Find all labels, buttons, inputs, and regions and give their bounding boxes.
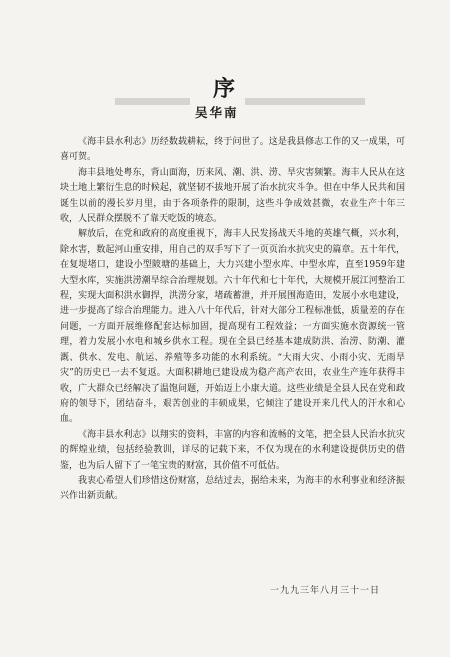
paragraph: 解放后，在党和政府的高度重视下，海丰人民发扬战天斗地的英雄气概，兴水利，除水害，数起河山重安排，用自己的双手写下了一页页治水抗灾史的篇章。五十年代，在复堤堵口，建设小型陂塘的基础上，大力兴建小型水库、中型水库，直至1959年建大型水库，实施洪涝潮旱综合治理规划。六十年代和七十年代，大规模开展江河整治工程，实现大面积洪水御捍，洪涝分家，堵疏蓄泄，并开展围海造田，发展小水电建设，进一步提高了综合治理能力。进入八十年代后，针对大部分工程标准低，质量差的存在问题，一方面开展维修配套达标加固，提高现有工程效益；一方面实施水资源统一管理，着力发展小水电和城乡供水工程。现在全县已经基本建成防洪、治涝、防潮、灌溉、供水、发电、航运、养殖等多功能的水利系统。“大雨大灾、小雨小灾、无雨旱灾”的历史已一去不复返。大面积耕地已建设成为稳产高产农田，农业生产连年获得丰收，广大群众已经解决了温饱问题，开始迈上小康大道。这些业绩是全县人民在党和政府的领导下，团结奋斗，艰苦创业的丰硕成果，它倾注了建设开来几代人的汗水和心血。 <box>60 229 405 425</box>
author-name: 吴华南 <box>195 105 239 120</box>
signature-date: 一九九三年八月三十一日 <box>269 586 380 596</box>
paragraph: 《海丰县水利志》历经数载耕耘，终于问世了。这是我县修志工作的又一成果，可喜可贺。 <box>60 137 405 163</box>
paragraph: 我衷心希望人们珍惜这份财富，总结过去，据给未来，为海丰的水利事业和经济振兴作出新贡献。 <box>60 475 405 502</box>
paragraph: 《海丰县水利志》以翔实的资料，丰富的内容和流畅的文笔，把全县人民治水抗灾的辉煌业绩，包括经验教训，详尽的记载下来，不仅为现在的水利建设提供历史的借鉴，也为后人留下了一笔宝贵的财富，其价值不可低估。 <box>60 429 405 471</box>
scan-artifact <box>245 98 365 105</box>
paragraph: 海丰县地处粤东，背山面海，历来风、潮、洪、涝、旱灾害频繁。海丰人民从在这块土地上繁衍生息的时候起，就坚韧不拔地开展了治水抗灾斗争。但在中华人民共和国诞生以前的漫长岁月里，由于各项条件的限制，这些斗争成效甚微，农业生产十年三收，人民群众摆脱不了靠天吃饭的境态。 <box>60 167 405 225</box>
preface-body <box>60 135 405 505</box>
scan-artifact <box>115 98 190 105</box>
page-title: 序 <box>212 76 237 102</box>
